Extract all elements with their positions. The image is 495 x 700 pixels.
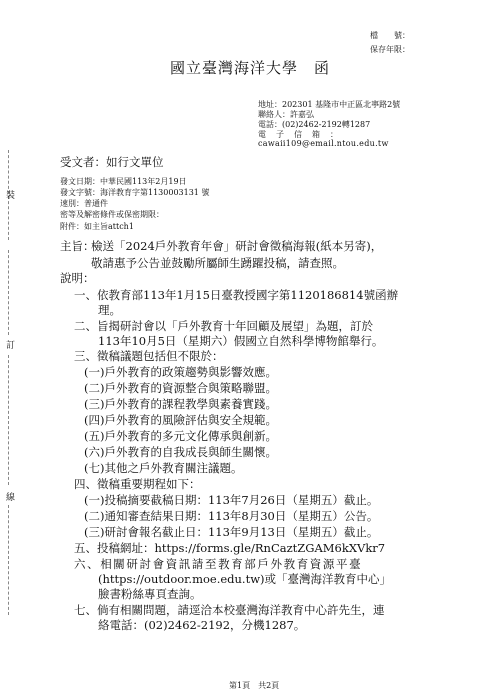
explanation-item: 臉書粉絲專頁查詢。 (98, 587, 202, 601)
topic-item: (二)戶外教育的資源整合與策略聯盟。 (84, 381, 277, 395)
document-title: 國立臺灣海洋大學 函 (170, 59, 331, 77)
topic-item: (一)戶外教育的政策趨勢與影響效應。 (84, 365, 277, 379)
binding-mark-xian: 線 (6, 493, 16, 503)
explanation-item: 二、旨揭研討會以「戶外教育十年回顧及展望」為題，訂於 (74, 319, 373, 333)
submission-url: 五、投稿網址：https://forms.gle/RnCaztZGAM6kXVkr7 (74, 541, 386, 555)
explanation-item: (https://outdoor.moe.edu.tw)或「臺灣海洋教育中心」 (98, 572, 392, 586)
email-address: cawaii109@email.ntou.edu.tw (258, 139, 389, 148)
delivery-speed: 速別：普通件 (60, 199, 108, 208)
security-level: 密等及解密條件或保密期限： (60, 210, 164, 219)
recipient: 受文者：如行文單位 (60, 155, 164, 169)
explanation-item: 六、相關研討會資訊請至教育部戶外教育資源平臺 (74, 557, 363, 571)
file-number-label: 檔 號： (370, 31, 410, 40)
retention-period-label: 保存年限： (370, 45, 410, 54)
topic-item: (四)戶外教育的風險評估與安全規範。 (84, 413, 277, 427)
issue-date: 發文日期：中華民國113年2月19日 (60, 177, 187, 186)
schedule-item: (一)投稿摘要截稿日期：113年7月26日（星期五）截止。 (84, 493, 379, 507)
topic-item: (三)戶外教育的課程教學與素養實踐。 (84, 397, 277, 411)
subject-text: 檢送「2024戶外教育年會」研討會徵稿海報(紙本另寄)， (91, 239, 383, 253)
email-label: 電 子 信 箱 ： (258, 130, 339, 139)
schedule-item: (三)研討會報名截止日：113年9月13日（星期五）截止。 (84, 525, 379, 539)
topic-item: (七)其他之戶外教育關注議題。 (84, 461, 243, 475)
explanation-item: 一、依教育部113年1月15日臺教授國字第1120186814號函辦 (74, 288, 399, 302)
schedule-item: (二)通知審查結果日期：113年8月30日（星期五）公告。 (84, 509, 379, 523)
subject-text: 敬請惠予公告並鼓勵所屬師生踴躍投稿，請查照。 (91, 256, 344, 270)
explanation-item: 理。 (98, 303, 121, 317)
address-line: 地址：202301 基隆市中正區北寧路2號 (258, 100, 401, 109)
explanation-item: 四、徵稿重要期程如下： (74, 477, 201, 491)
page-number: 第1頁 共2頁 (229, 681, 280, 690)
phone-number: 電話：(02)2462-2192轉1287 (258, 120, 371, 129)
attachment-info: 附件：如主旨attch1 (60, 222, 134, 231)
binding-line (8, 355, 9, 485)
topic-item: (六)戶外教育的自我成長與師生關懷。 (84, 445, 277, 459)
subject-label: 主旨： (60, 239, 95, 253)
explanation-item: 三、徵稿議題包括但不限於： (74, 349, 224, 363)
binding-line (8, 250, 9, 335)
binding-mark-zhuang: 裝 (6, 191, 16, 201)
explanation-item: 絡電話：(02)2462-2192，分機1287。 (98, 618, 306, 632)
explanation-item: 113年10月5日（星期六）假國立自然科學博物館舉行。 (98, 334, 384, 348)
binding-mark-ding: 訂 (6, 341, 16, 351)
explanation-item: 七、倘有相關問題，請逕洽本校臺灣海洋教育中心許先生，連 (74, 603, 385, 617)
topic-item: (五)戶外教育的多元文化傳承與創新。 (84, 429, 277, 443)
issue-number: 發文字號：海洋教育字第1130003131 號 (60, 188, 210, 197)
contact-person: 聯絡人：許嘉弘 (258, 110, 314, 119)
explanation-label: 說明： (60, 271, 95, 285)
binding-line (8, 505, 9, 615)
